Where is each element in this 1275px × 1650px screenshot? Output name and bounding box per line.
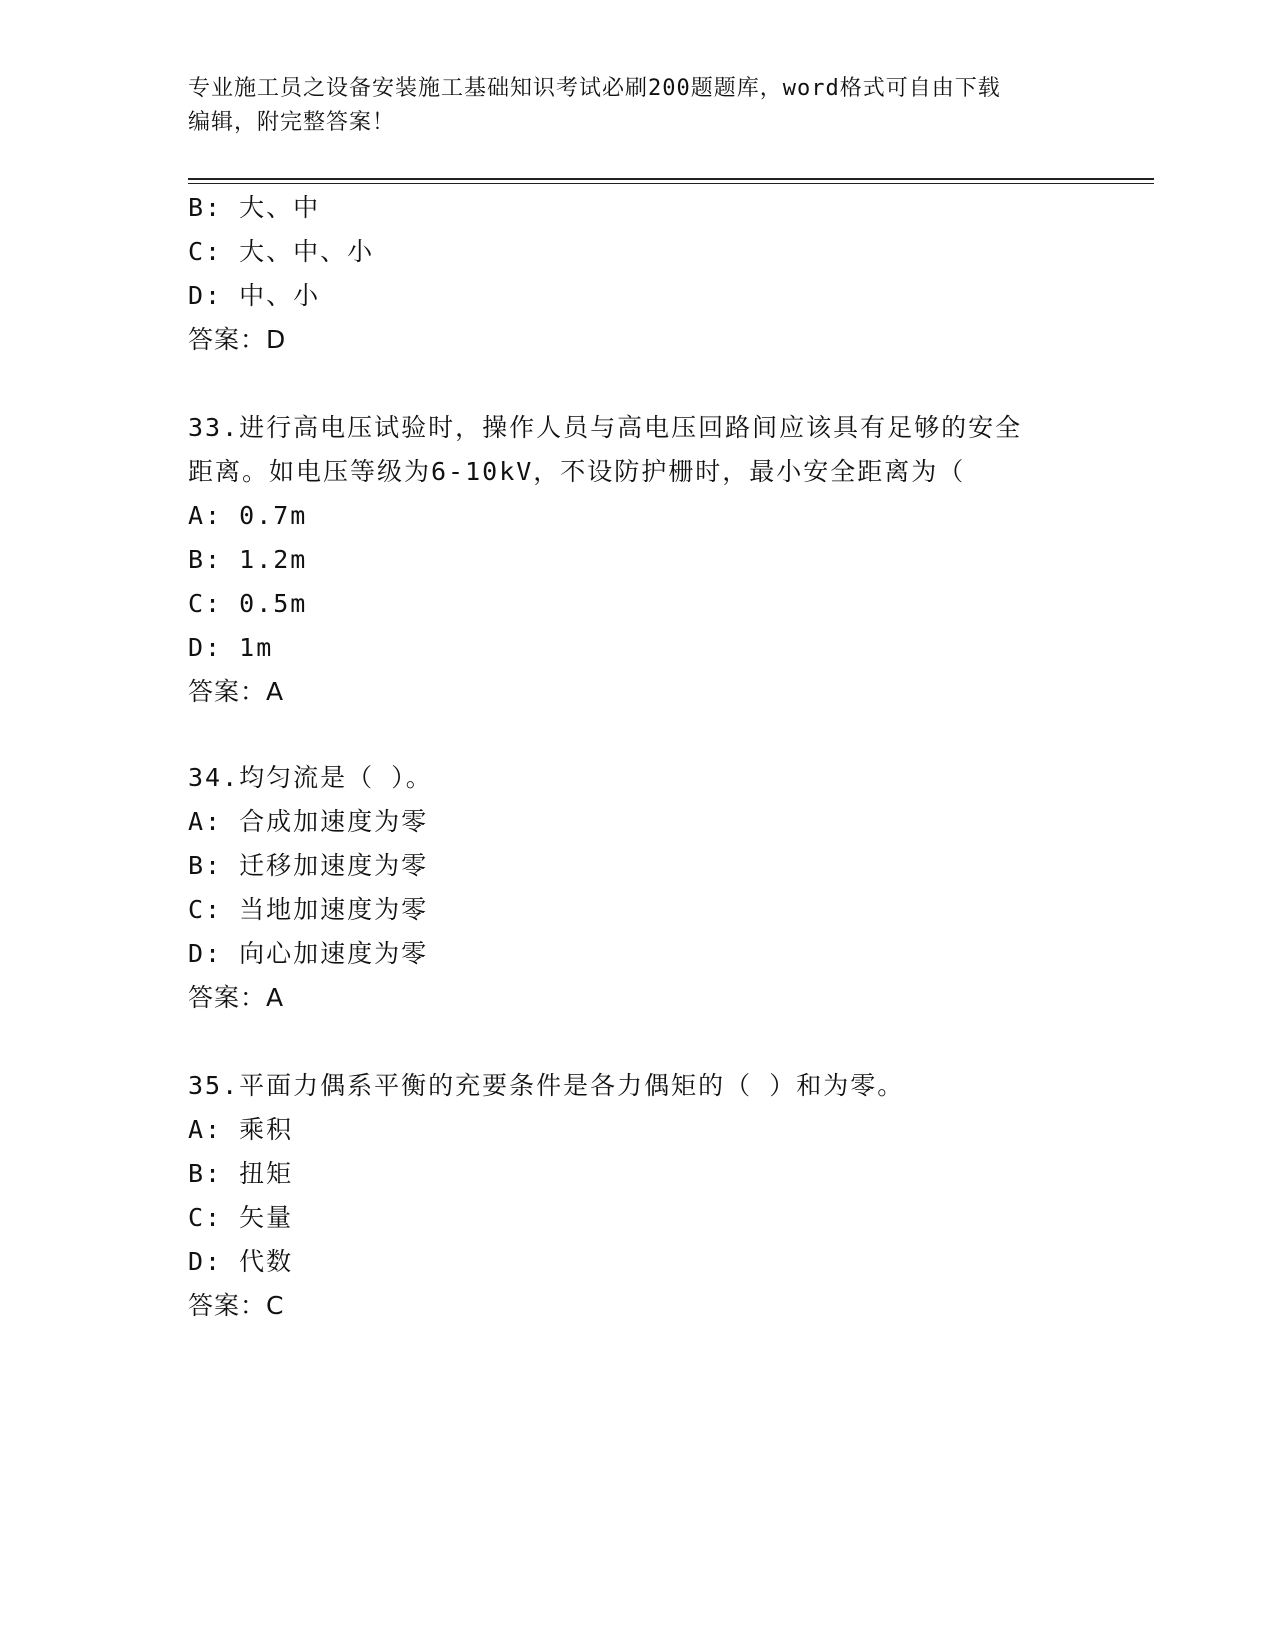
q35-option-c: C: 矢量 xyxy=(188,1203,294,1232)
q33-stem-line-2: 距离。如电压等级为6-10kV，不设防护栅时，最小安全距离为（ xyxy=(188,457,966,486)
header-divider-thin xyxy=(188,183,1154,184)
prev-question-option-b: B: 大、中 xyxy=(188,193,321,222)
q35-option-d: D: 代数 xyxy=(188,1247,294,1276)
prev-question-answer: 答案：D xyxy=(188,325,287,354)
q34-option-a: A: 合成加速度为零 xyxy=(188,807,429,836)
q33-option-c: C: 0.5m xyxy=(188,589,308,618)
q34-answer: 答案：A xyxy=(188,983,285,1012)
header-title-line-2: 编辑，附完整答案！ xyxy=(188,110,396,135)
q34-option-c: C: 当地加速度为零 xyxy=(188,895,429,924)
header-divider-thick xyxy=(188,178,1154,180)
header-title-line-1: 专业施工员之设备安装施工基础知识考试必刷200题题库，word格式可自由下载 xyxy=(188,76,1001,101)
q35-option-b: B: 扭矩 xyxy=(188,1159,294,1188)
q33-option-d: D: 1m xyxy=(188,633,274,662)
q33-answer: 答案：A xyxy=(188,677,285,706)
prev-question-option-d: D: 中、小 xyxy=(188,281,321,310)
q33-option-a: A: 0.7m xyxy=(188,501,308,530)
q33-option-b: B: 1.2m xyxy=(188,545,308,574)
prev-question-option-c: C: 大、中、小 xyxy=(188,237,375,266)
q34-option-b: B: 迁移加速度为零 xyxy=(188,851,429,880)
q35-stem: 35.平面力偶系平衡的充要条件是各力偶矩的（ ）和为零。 xyxy=(188,1071,905,1100)
q34-stem: 34.均匀流是（ ）。 xyxy=(188,763,433,792)
q33-stem-line-1: 33.进行高电压试验时，操作人员与高电压回路间应该具有足够的安全 xyxy=(188,413,1023,442)
q35-option-a: A: 乘积 xyxy=(188,1115,294,1144)
q34-option-d: D: 向心加速度为零 xyxy=(188,939,429,968)
document-header xyxy=(188,72,1088,140)
q35-answer: 答案：C xyxy=(188,1291,285,1320)
